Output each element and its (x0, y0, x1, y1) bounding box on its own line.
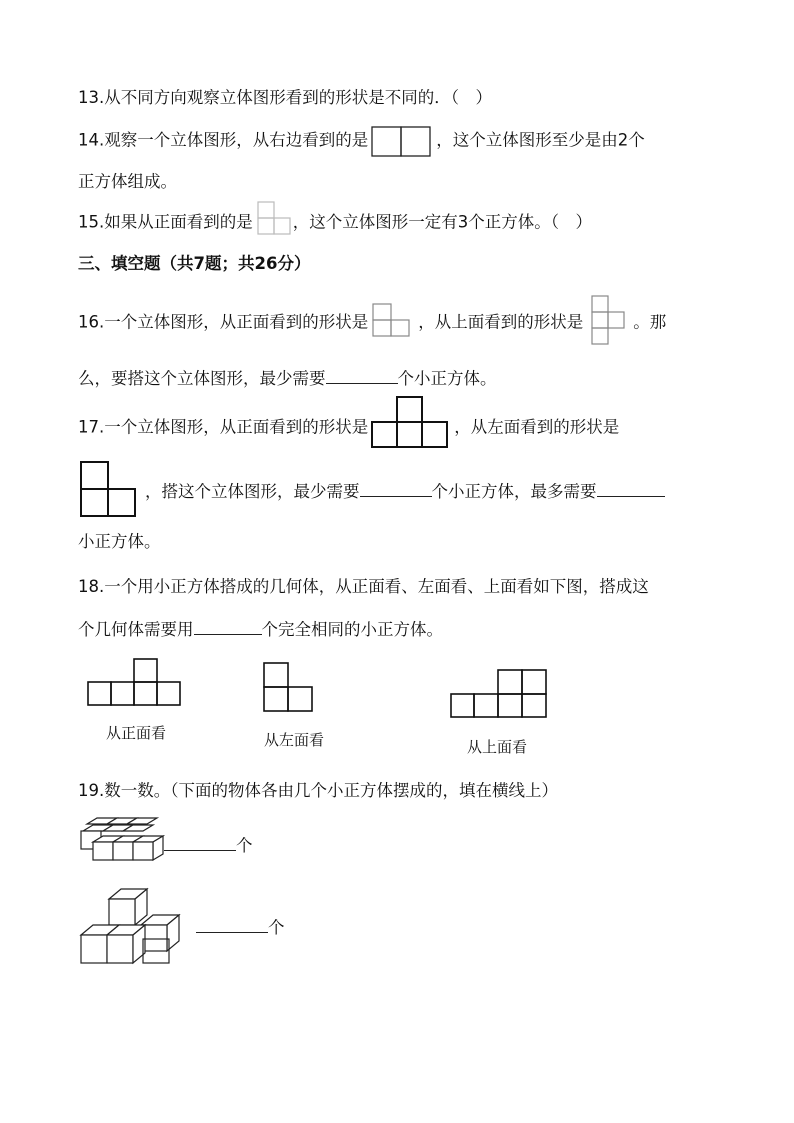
caption-front: 从正面看 (106, 724, 167, 742)
answer-line-1: 个 (164, 832, 253, 858)
front-view-figure (253, 210, 293, 236)
question-18-line2: 个几何体需要用 个完全相同的小正方体。 (78, 616, 443, 642)
front-view-figure (370, 310, 416, 336)
question-16-line2: 么，要搭这个立体图形，最少需要 个小正方体。 (78, 365, 497, 391)
question-17-line3: 小正方体。 (78, 532, 161, 551)
answer-blank-1[interactable] (164, 832, 236, 851)
cube-stack-figure-1 (79, 818, 165, 864)
question-15: 15.如果从正面看到的是 ，这个立体图形一定有3个正方体。（ ） (78, 210, 592, 236)
right-view-figure (371, 128, 433, 154)
question-17: 17.一个立体图形，从正面看到的形状是 ，从左面看到的形状是 (78, 415, 619, 441)
caption-left: 从左面看 (264, 731, 325, 749)
question-18: 18.一个用小正方体搭成的几何体，从正面看、左面看、上面看如下图，搭成这 (78, 577, 649, 596)
question-19: 19.数一数。（下面的物体各由几个小正方体摆成的，填在横线上） (78, 781, 558, 800)
question-16: 16.一个立体图形，从正面看到的形状是 ，从上面看到的形状是 。那 (78, 310, 666, 336)
question-13: 13.从不同方向观察立体图形看到的形状是不同的．（ ） (78, 88, 492, 107)
answer-line-2: 个 (196, 914, 285, 940)
section-3-title: 三、填空题（共7题；共26分） (78, 254, 311, 273)
question-14: 14.观察一个立体图形，从右边看到的是 ，这个立体图形至少是由2个 (78, 128, 645, 154)
front-view-figure (370, 415, 452, 441)
question-14-line2: 正方体组成。 (78, 172, 177, 191)
top-view-figure (450, 668, 550, 720)
front-view-figure (87, 657, 183, 709)
answer-blank-2[interactable] (196, 914, 268, 933)
cube-stack-figure-2 (79, 885, 199, 967)
answer-blank-max[interactable] (597, 478, 665, 497)
answer-blank[interactable] (194, 616, 262, 635)
top-view-figure (586, 310, 630, 336)
question-17-line2: ，搭这个立体图形，最少需要 个小正方体，最多需要 (145, 478, 665, 504)
left-view-figure (262, 661, 314, 713)
answer-blank[interactable] (326, 365, 398, 384)
answer-blank-min[interactable] (360, 478, 432, 497)
caption-top: 从上面看 (467, 738, 528, 756)
left-view-figure (79, 460, 139, 518)
